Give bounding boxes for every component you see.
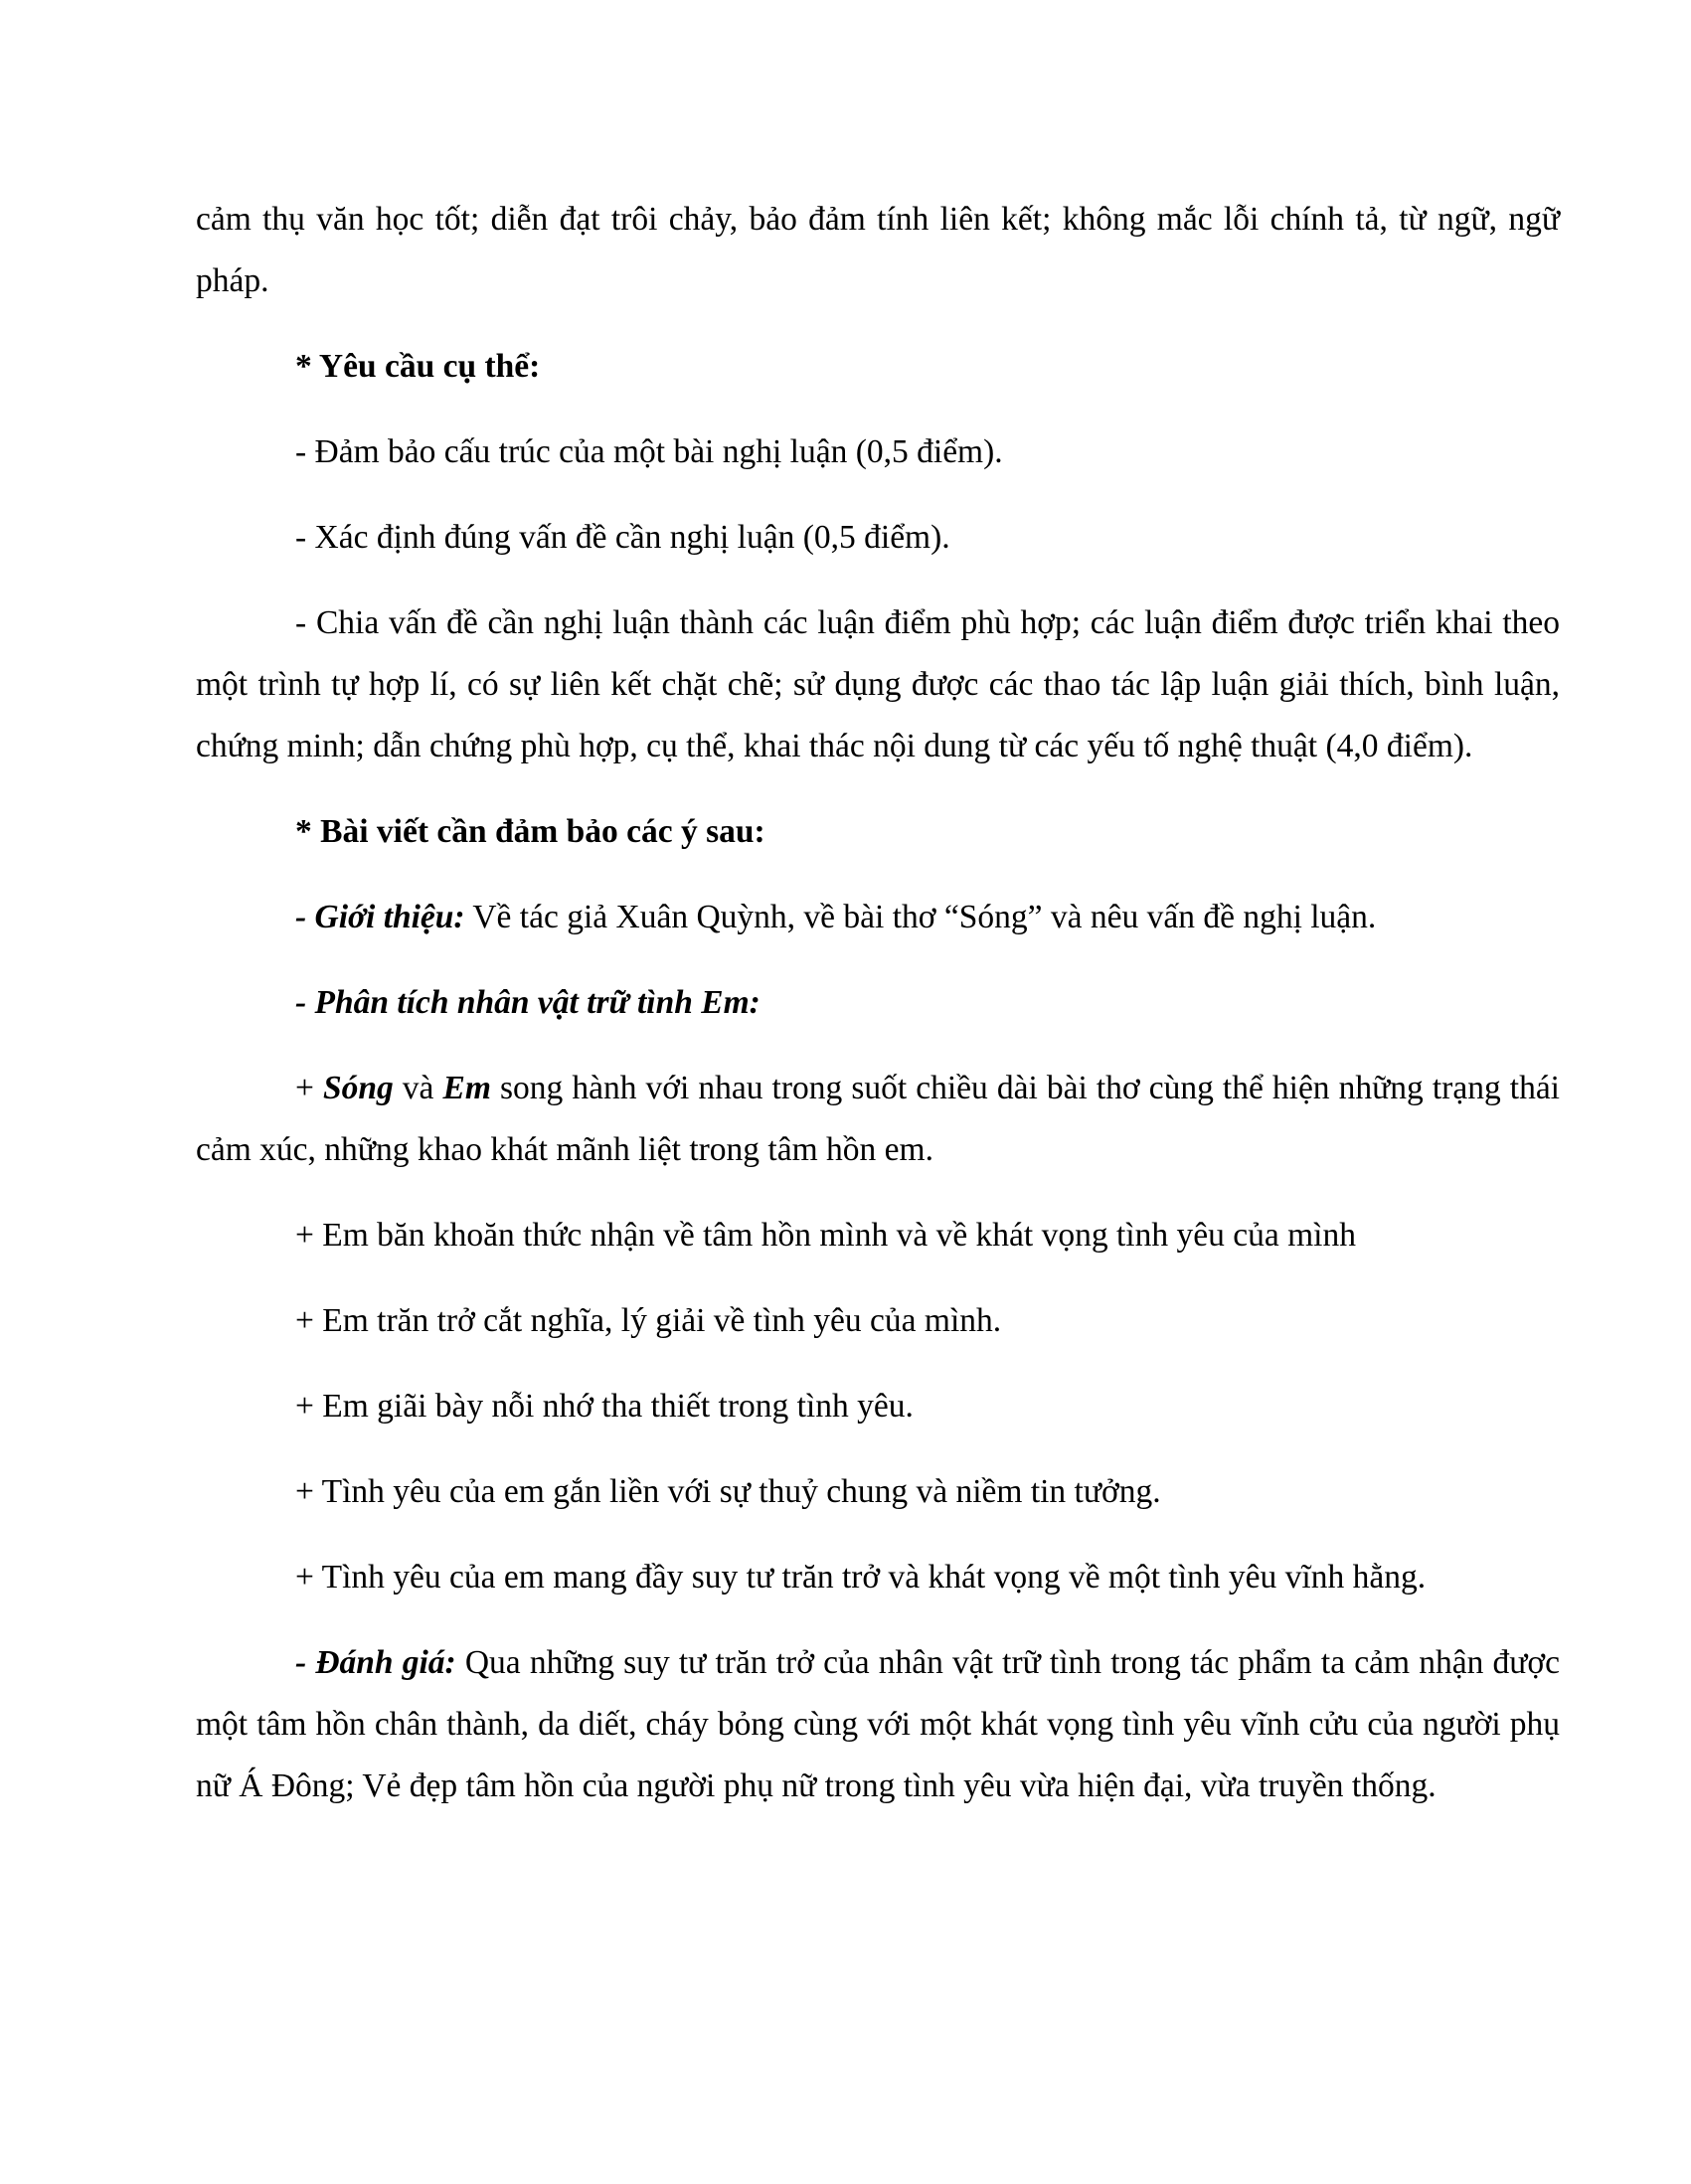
analysis-item-5: + Tình yêu của em gắn liền với sự thuỷ chung và niềm tin tưởng.: [295, 1473, 1161, 1510]
evaluation-point: [196, 1632, 1560, 1817]
analysis-item-1-prefix: +: [295, 1070, 323, 1106]
analysis-item-1-text: song hành với nhau trong suốt chiều dài bài thơ cùng thể hiện những trạng thái cảm xúc, những khao khát mãnh liệt trong tâm hồn em.: [196, 1070, 1560, 1168]
analysis-item-4: + Em giãi bày nỗi nhớ tha thiết trong tình yêu.: [295, 1388, 914, 1425]
analysis-item-2: + Em băn khoăn thức nhận về tâm hồn mình và về khát vọng tình yêu của mình: [295, 1217, 1356, 1254]
introduction-text: Về tác giả Xuân Quỳnh, về bài thơ “Sóng” và nêu vấn đề nghị luận.: [464, 899, 1377, 935]
evaluation-label: - Đánh giá:: [295, 1644, 456, 1681]
introduction-label: - Giới thiệu:: [295, 899, 465, 935]
analysis-item-1-em: Em: [442, 1070, 491, 1106]
document-page: [196, 189, 1560, 1841]
specific-requirements-heading: * Yêu cầu cụ thể:: [295, 348, 541, 385]
requirement-issue: - Xác định đúng vấn đề cần nghị luận (0,5 điểm).: [295, 519, 950, 556]
analysis-item-1-and: và: [393, 1070, 443, 1106]
requirement-arguments: - Chia vấn đề cần nghị luận thành các luận điểm phù hợp; các luận điểm được triển khai theo một trình tự hợp lí, có sự liên kết chặt chẽ; sử dụng được các thao tác lập luận giải thích, bình luận, chứng minh; dẫn chứng phù hợp, cụ thể, khai thác nội dung từ các yếu tố nghệ thuật (4,0 điểm).: [196, 604, 1560, 764]
analysis-item-1-song: Sóng: [322, 1070, 394, 1106]
analysis-heading: - Phân tích nhân vật trữ tình Em:: [295, 984, 761, 1021]
essay-points-heading: * Bài viết cần đảm bảo các ý sau:: [295, 813, 765, 850]
introduction-point: [196, 887, 1560, 948]
requirement-structure: - Đảm bảo cấu trúc của một bài nghị luận (0,5 điểm).: [295, 433, 1003, 470]
analysis-item-1: [196, 1058, 1560, 1181]
evaluation-text: Qua những suy tư trăn trở của nhân vật trữ tình trong tác phẩm ta cảm nhận được một tâm hồn chân thành, da diết, cháy bỏng cùng với một khát vọng tình yêu vĩnh cửu của người phụ nữ Á Đông; Vẻ đẹp tâm hồn của người phụ nữ trong tình yêu vừa hiện đại, vừa truyền thống.: [196, 1644, 1561, 1804]
intro-paragraph: cảm thụ văn học tốt; diễn đạt trôi chảy, bảo đảm tính liên kết; không mắc lỗi chính tả, từ ngữ, ngữ pháp.: [196, 201, 1560, 299]
analysis-item-3: + Em trăn trở cắt nghĩa, lý giải về tình yêu của mình.: [295, 1302, 1002, 1339]
analysis-item-6: + Tình yêu của em mang đầy suy tư trăn trở và khát vọng về một tình yêu vĩnh hằng.: [295, 1559, 1427, 1596]
